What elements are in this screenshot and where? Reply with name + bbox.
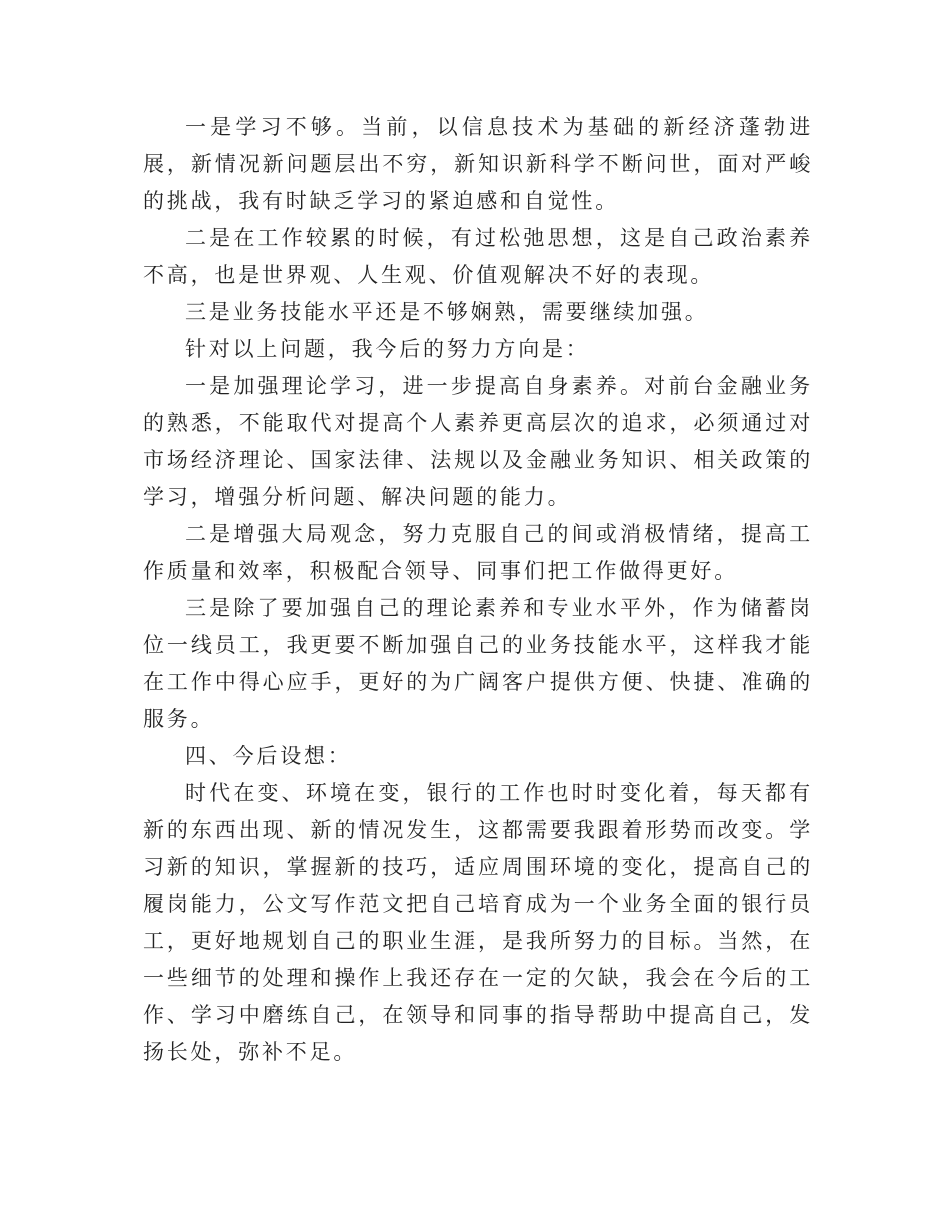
paragraph-business-skills: 三是业务技能水平还是不够娴熟，需要继续加强。 xyxy=(185,300,709,324)
paragraph-future-plans: 时代在变、环境在变，银行的工作也时时变化着，每天都有新的东西出现、新的情况发生，这都需要我跟着形势而改变。学习新的知识，掌握新的技巧，适应周围环境的变化，提高自己的履岗能力，公文写作范文把自己培育成为一个业务全面的银行员工，更好地规划自己的职业生涯，是我所努力的目标。当然，在一些细节的处理和操作上我还存在一定的欠缺，我会在今后的工作、学习中磨练自己，在领导和同事的指导帮助中提高自己，发扬长处，弥补不足。 xyxy=(143,781,813,1064)
paragraph-relaxed-thinking: 二是在工作较累的时候，有过松弛思想，这是自己政治素养不高，也是世界观、人生观、价值观解决不好的表现。 xyxy=(143,226,813,287)
paragraph-overall-view: 二是增强大局观念，努力克服自己的间或消极情绪，提高工作质量和效率，积极配合领导、同事们把工作做得更好。 xyxy=(143,522,813,583)
paragraph-theory-study: 一是加强理论学习，进一步提高自身素养。对前台金融业务的熟悉，不能取代对提高个人素养更高层次的追求，必须通过对市场经济理论、国家法律、法规以及金融业务知识、相关政策的学习，增强分析问题、解决问题的能力。 xyxy=(143,374,813,509)
paragraph-skill-level: 三是除了要加强自己的理论素养和专业水平外，作为储蓄岗位一线员工，我更要不断加强自己的业务技能水平，这样我才能在工作中得心应手，更好的为广阔客户提供方便、快捷、准确的服务。 xyxy=(143,596,813,731)
section-heading-future-plans: 四、今后设想： xyxy=(185,744,352,768)
document-body xyxy=(143,109,813,1071)
paragraph-improvement-intro: 针对以上问题，我今后的努力方向是： xyxy=(185,337,590,361)
paragraph-learning-shortfall: 一是学习不够。当前，以信息技术为基础的新经济蓬勃进展，新情况新问题层出不穷，新知识新科学不断问世，面对严峻的挑战，我有时缺乏学习的紧迫感和自觉性。 xyxy=(143,115,813,213)
